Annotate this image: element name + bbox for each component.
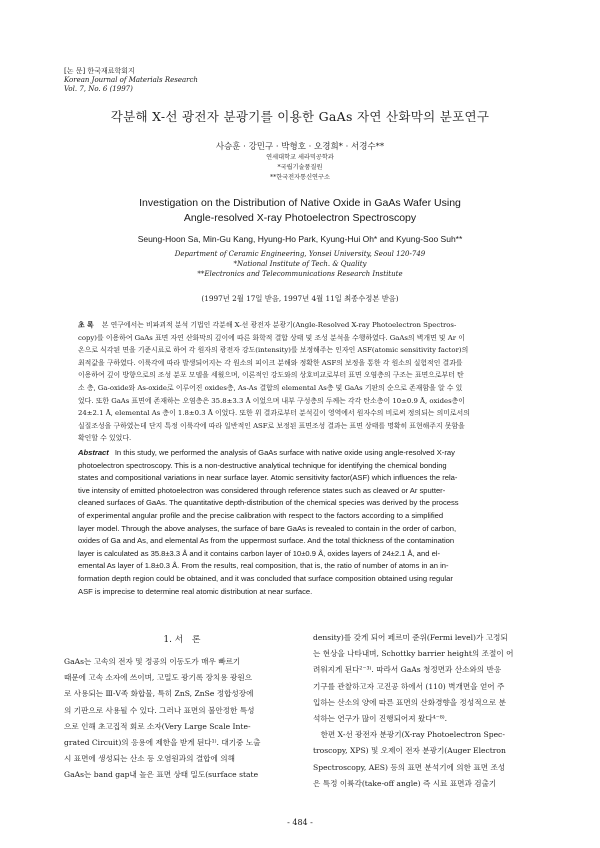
affiliations-english [0,249,600,279]
body-line: GaAs는 band gap내 높은 표면 상태 밀도(surface state [64,770,259,780]
title-line: Investigation on the Distribution of Native Oxide in GaAs Wafer Using [139,197,461,209]
body-line: 로 사용되는 Ⅲ-Ⅴ족 화합물, 특히 ZnS, ZnSe 정합성장에 [64,689,254,699]
body-line: 는 현상을 나타내며, Schottky barrier height의 조절이 어 [313,649,514,659]
body-line: 입하는 산소의 양에 따른 표면의 산화경향을 정성적으로 분 [313,697,506,707]
abstract-lead-en: Abstract [78,448,109,457]
page-number: - 484 - [287,818,313,827]
abstract-korean [78,319,532,445]
body-line: 석하는 연구가 많이 진행되어져 왔다⁴⁻⁸⁾. [313,714,448,724]
abstract-line: 소 층, Ga-oxide와 As-oxide로 이루어진 oxides층, As-As 결합의 elemental As층 및 GaAs 기판의 순으로 존재함을 알 수 있 [78,383,463,392]
journal-name-en: Korean Journal of Materials Research [64,76,198,84]
abstract-line: 최적값을 구하였다. 이륙각에 따라 발생되어지는 각 원소의 피이크 분해와 정확한 ASF의 보정을 통한 각 원소의 실험적인 결과를 [78,358,463,367]
affiliations-korean [0,153,600,183]
journal-header [64,67,198,94]
abstract-line: emental As layer of 1.8±0.3 Å. From the results, real composition, that is, the ratio of number of atoms in an in- [78,561,449,571]
abstract-line: 실질조성을 구하였는데 단지 특정 이륙각에 따라 일반적인 ASF로 보정된 표면조성 결과는 표면 상태를 명확히 표현해주지 못함을 [78,421,465,430]
body-line: GaAs는 고속의 전자 및 정공의 이동도가 매우 빠르기 [64,657,241,666]
title-line: Angle-resolved X-ray Photoelectron Spectroscopy [183,212,417,224]
abstract-line: layer is calculated as 35.8±3.3 Å and it contains carbon layer of 10±0.9 Å, oxides layers of 24±2.1 Å, and el- [78,548,441,558]
affiliation-line: 연세대학교 세라믹공학과 [266,154,334,161]
authors-korean: 사승훈 · 강민구 · 박형호 · 오경희* · 서경수** [215,142,385,152]
affiliation-line: Department of Ceramic Engineering, Yonsei University, Seoul 120-749 [174,250,426,258]
body-line: 때문에 고속 소자에 쓰이며, 고밀도 광기록 장치용 광원으 [64,673,253,683]
body-line: 한편 X-선 광전자 분광기(X-ray Photoelectron Spec- [313,730,505,740]
abstract-line: cleaned surfaces of GaAs. The quantitative depth-distribution of the chemical species was derived by the process [78,498,459,508]
abstract-line: tive intensity of emitted photoelectron was considered through reference states such as cleaved or Ar sputter- [78,485,446,495]
paper-title-english [0,196,600,226]
affiliation-line: **Electronics and Telecommunications Research Institute [197,270,403,278]
body-line: 의 기판으로 사용될 수 있다. 그러나 표면의 불안정한 특성 [64,705,255,715]
abstract-line: formation depth region could be obtained, and it was concluded that surface composition obtained using regular [78,573,453,583]
body-line: grated Circuit)의 응용에 제한을 받게 된다¹⁾. 대기중 노출 [64,738,261,748]
affiliation-line: **한국전자통신연구소 [270,174,330,181]
abstract-line: 이용하여 깊이 방향으로의 조성 분포 모델을 세웠으며, 이론적인 강도와의 상호비교로부터 표면 오염층의 구조는 표면으로부터 탄 [78,371,464,380]
abstract-lead-ko: 초 록 [78,321,94,329]
body-line: 으로 인해 초고집적 회로 소자(Very Large Scale Inte- [64,721,251,731]
received-dates: (1997년 2월 17일 받음, 1997년 4월 11일 최종수정본 받음) [201,294,399,303]
abstract-line: Abstract In this study, we performed the analysis of GaAs surface with native oxide using angle-resolved X-ray [78,448,455,457]
abstract-line: oxides of Ga and As, and elemental As from the uppermost surface. And the total thickness of the contamination [78,536,455,546]
abstract-line: copy)를 이용하여 GaAs 표면 자연 산화막의 깊이에 따른 화학적 결합 상태 및 조성 분석을 수행하였다. GaAs의 벽개면 및 Ar 이 [78,333,465,342]
journal-name-ko: [논 문] 한국재료학회지 [64,67,135,75]
abstract-line: 었다. 또한 GaAs 표면에 존재하는 오염층은 35.8±3.3 Å 이었으며 내부 구성층의 두께는 각각 탄소층이 10±0.9 Å, oxides층이 [78,396,465,405]
abstract-line: photoelectron spectroscopy. This is a non-destructive analytical technique for identifying the chemical bonding [78,460,447,470]
abstract-line: 초 록 본 연구에서는 비파괴적 분석 기법인 각분해 X-선 광전자 분광기(Angle-Resolved X-ray Photoelectron Spectros- [78,321,457,329]
abstract-line: of experimental angular profile and the precise calibration with respect to the factors according to a simplified [78,510,444,520]
abstract-line: 확인할 수 있었다. [78,434,132,443]
abstract-line: states and compositional variations in near surface layer. Atomic sensitivity factor(ASF) which influences the rela- [78,473,458,483]
body-line: 시 표면에 생성되는 산소 등 오염원과의 결합에 의해 [64,754,235,764]
body-line: Spectroscopy, AES) 등의 표면 분석기에 의한 표면 조성 [313,762,506,772]
section-heading-introduction: 1. 서 론 [163,635,201,645]
affiliation-line: *국립기술품질원 [277,164,323,171]
paper-title-korean: 각분해 X-선 광전자 분광기를 이용한 GaAs 자연 산화막의 분포연구 [110,109,490,124]
abstract-english [78,447,532,598]
body-line: 은 특정 이륙각(take-off angle) 즉 시료 표면과 검출기 [313,778,497,788]
journal-volume: Vol. 7, No. 6 (1997) [64,85,133,93]
body-line: 기구를 관찰하고자 고진공 하에서 (110) 벽개면을 얻어 주 [313,681,505,691]
affiliation-line: *National Institute of Tech. & Quality [233,260,367,268]
abstract-line: layer model. Through the above analyses, the surface of bare GaAs is revealed to contain in the order of carbon, [78,523,457,533]
body-line: troscopy, XPS) 및 오제이 전자 분광기(Auger Electron [313,746,506,756]
abstract-line: 24±2.1 Å, elemental As 층이 1.8±0.3 Å 이었다. 또한 위 결과로부터 분석깊이 영역에서 원자수의 비로써 정의되는 의미로서의 [78,409,470,418]
abstract-line: ASF is imprecise to determine real atomic distribution at near surface. [78,586,313,596]
body-line: density)를 갖게 되어 페르미 준위(Fermi level)가 고정되 [313,633,508,642]
body-column-right [313,630,551,792]
authors-english: Seung-Hoon Sa, Min-Gu Kang, Hyung-Ho Park, Kyung-Hui Oh* and Kyung-Soo Suh** [137,234,463,244]
abstract-line: 온으로 식각된 면을 기준시료로 하여 각 원자의 광전자 강도(intensity)를 보정해주는 인자인 ASF(atomic sensitivity factor)의 [78,346,469,355]
body-line: 려워지게 된다²⁻³⁾. 따라서 GaAs 청정면과 산소와의 반응 [313,665,502,675]
body-column-left [64,654,302,784]
